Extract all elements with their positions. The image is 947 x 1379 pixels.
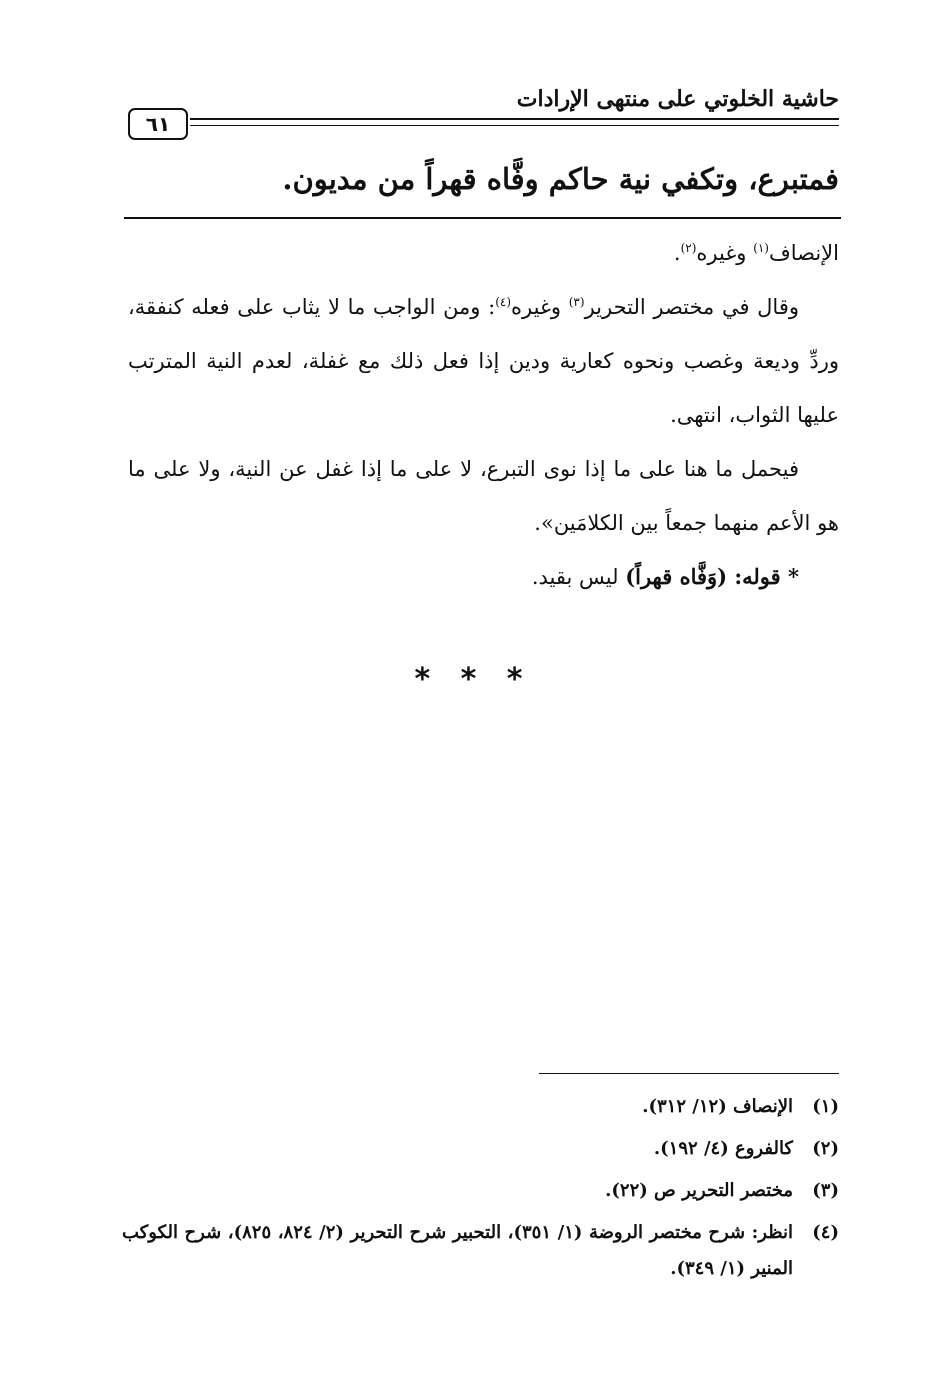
footnotes: [122, 1086, 839, 1287]
footnote-rule: [539, 1073, 839, 1074]
footnote-number: (٢): [812, 1138, 839, 1159]
commentary: [128, 226, 839, 604]
matn-separator-rule: [124, 217, 841, 219]
footnote-item: [122, 1086, 839, 1128]
footnote-text: مختصر التحرير ص (٢٢).: [605, 1180, 793, 1201]
footnote-number: (٤): [812, 1222, 839, 1243]
running-title: حاشية الخلوتي على منتهى الإرادات: [516, 86, 839, 112]
matn-text: فمتبرع، وتكفي نية حاكم وفَّاه قهراً من مديون.: [282, 162, 839, 196]
footnote-ref[interactable]: (١): [753, 241, 769, 255]
footnote-item: [122, 1170, 839, 1212]
text-run: .: [673, 241, 681, 265]
header-rule: [190, 118, 839, 126]
text-run: وغيره: [696, 241, 754, 265]
commentary-paragraph-1: [128, 226, 839, 280]
footnote-item: [122, 1212, 839, 1287]
footnote-ref[interactable]: (٢): [680, 241, 697, 255]
footnote-text: الإنصاف (١٢/ ٣١٢).: [642, 1096, 793, 1117]
text-run: وغيره: [511, 295, 569, 319]
text-run: الإنصاف: [768, 241, 839, 265]
footnote-ref[interactable]: (٤): [495, 295, 512, 309]
page-number: ٦١: [128, 108, 188, 140]
footnote-text: انظر: شرح مختصر الروضة (١/ ٣٥١)، التحبير شرح التحرير (٢/ ٨٢٤، ٨٢٥)، شرح الكوكب المنير (١/ ٣٤٩).: [122, 1222, 794, 1279]
commentary-paragraph-4: [128, 550, 839, 604]
text-run: : ومن الواجب ما لا يثاب على فعله كنفقة، وردِّ وديعة وغصب ونحوه كعارية ودين إذا فعل ذلك مع غفلة، لعدم النية المترتب عليها الثواب، انتهى.: [128, 295, 839, 427]
footnote-number: (٣): [812, 1180, 839, 1201]
footnote-item: [122, 1128, 839, 1170]
commentary-paragraph-3: فيحمل ما هنا على ما إذا نوى التبرع، لا على ما إذا غفل عن النية، ولا على ما هو الأعم منهما جمعاً بين الكلامَين».: [128, 457, 839, 535]
text-run: وقال في مختصر التحرير: [584, 295, 799, 319]
commentary-paragraph-2: [128, 280, 839, 442]
footnote-number: (١): [812, 1096, 839, 1117]
footnote-text: كالفروع (٤/ ١٩٢).: [653, 1138, 793, 1159]
text-run: ليس بقيد.: [531, 565, 626, 589]
section-separator: * * *: [414, 662, 533, 697]
footnote-ref[interactable]: (٣): [568, 295, 585, 309]
qawluh-label: * قوله: (وَفَّاه قهراً): [625, 564, 799, 589]
